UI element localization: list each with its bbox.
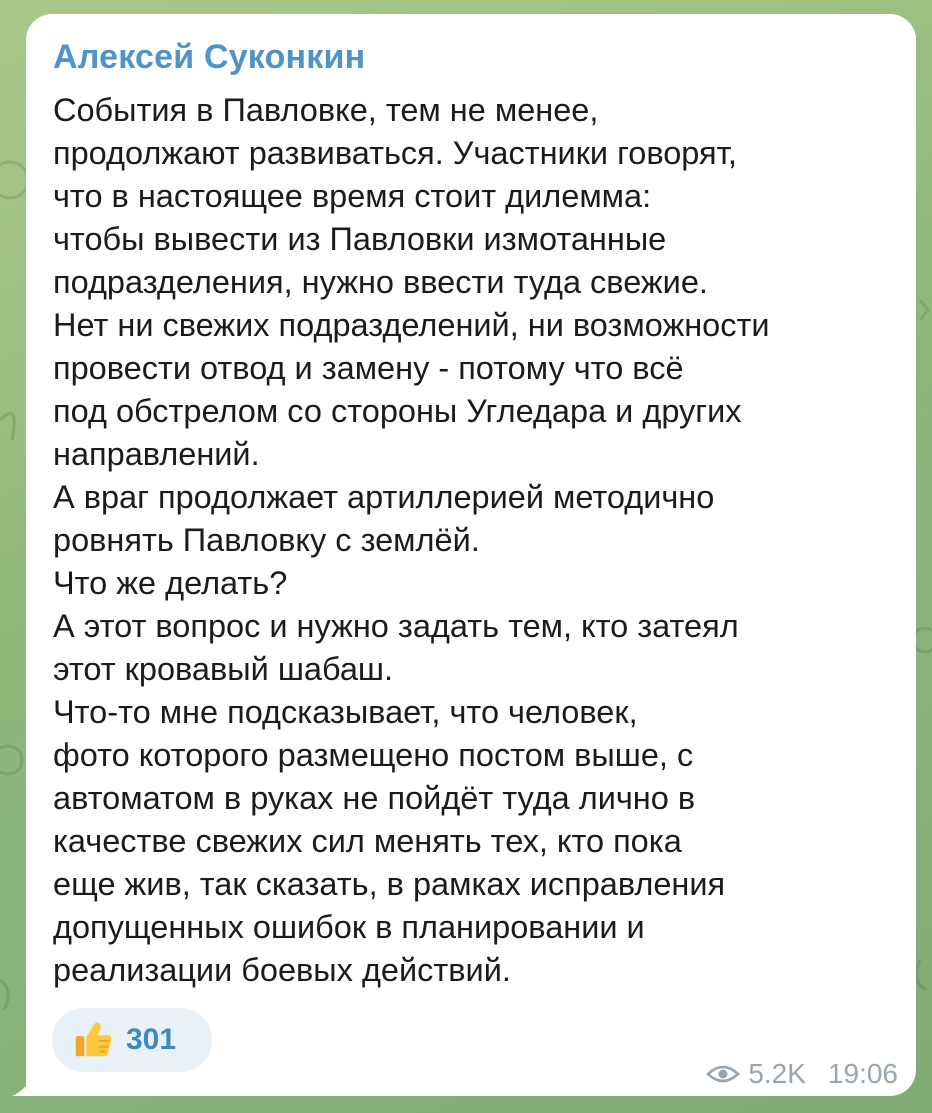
sender-name[interactable]: Алексей Суконкин	[53, 38, 366, 76]
reaction-button[interactable]	[52, 1008, 212, 1072]
message-line: Что-то мне подсказывает, что человек,	[53, 694, 638, 730]
message-line: автоматом в руках не пойдёт туда лично в	[53, 780, 696, 816]
message-line: А враг продолжает артиллерией методично	[53, 479, 715, 515]
views-eye-icon	[706, 1063, 740, 1085]
message-line: События в Павловке, тем не менее,	[53, 92, 599, 128]
message-line: еще жив, так сказать, в рамках исправления	[53, 866, 726, 902]
message-line: качестве свежих сил менять тех, кто пока	[53, 823, 682, 859]
message-line: чтобы вывести из Павловки измотанные	[53, 221, 667, 257]
thumbs-up-icon	[70, 1017, 116, 1063]
message-line: А этот вопрос и нужно задать тем, кто затеял	[53, 608, 739, 644]
message-line: провести отвод и замену - потому что всё	[53, 350, 684, 386]
message-bubble	[26, 14, 916, 1096]
message-line: фото которого размещено постом выше, с	[53, 737, 694, 773]
message-time: 19:06	[827, 1058, 898, 1089]
message-line: подразделения, нужно ввести туда свежие.	[53, 264, 708, 300]
message-meta	[706, 1058, 898, 1090]
message-text	[53, 89, 903, 992]
message-line: ровнять Павловку с землёй.	[53, 522, 480, 558]
message-line: Что же делать?	[53, 565, 288, 601]
message-line: что в настоящее время стоит дилемма:	[53, 178, 652, 214]
message-line: направлений.	[53, 436, 260, 472]
message-line: под обстрелом со стороны Угледара и других	[53, 393, 742, 429]
message-line: продолжают развиваться. Участники говорят,	[53, 135, 737, 171]
message-line: этот кровавый шабаш.	[53, 651, 394, 687]
reaction-count: 301	[126, 1023, 177, 1056]
message-line: Нет ни свежих подразделений, ни возможности	[53, 307, 770, 343]
message-line: реализации боевых действий.	[53, 952, 511, 988]
view-count: 5.2K	[748, 1058, 806, 1089]
message-line: допущенных ошибок в планировании и	[53, 909, 645, 945]
